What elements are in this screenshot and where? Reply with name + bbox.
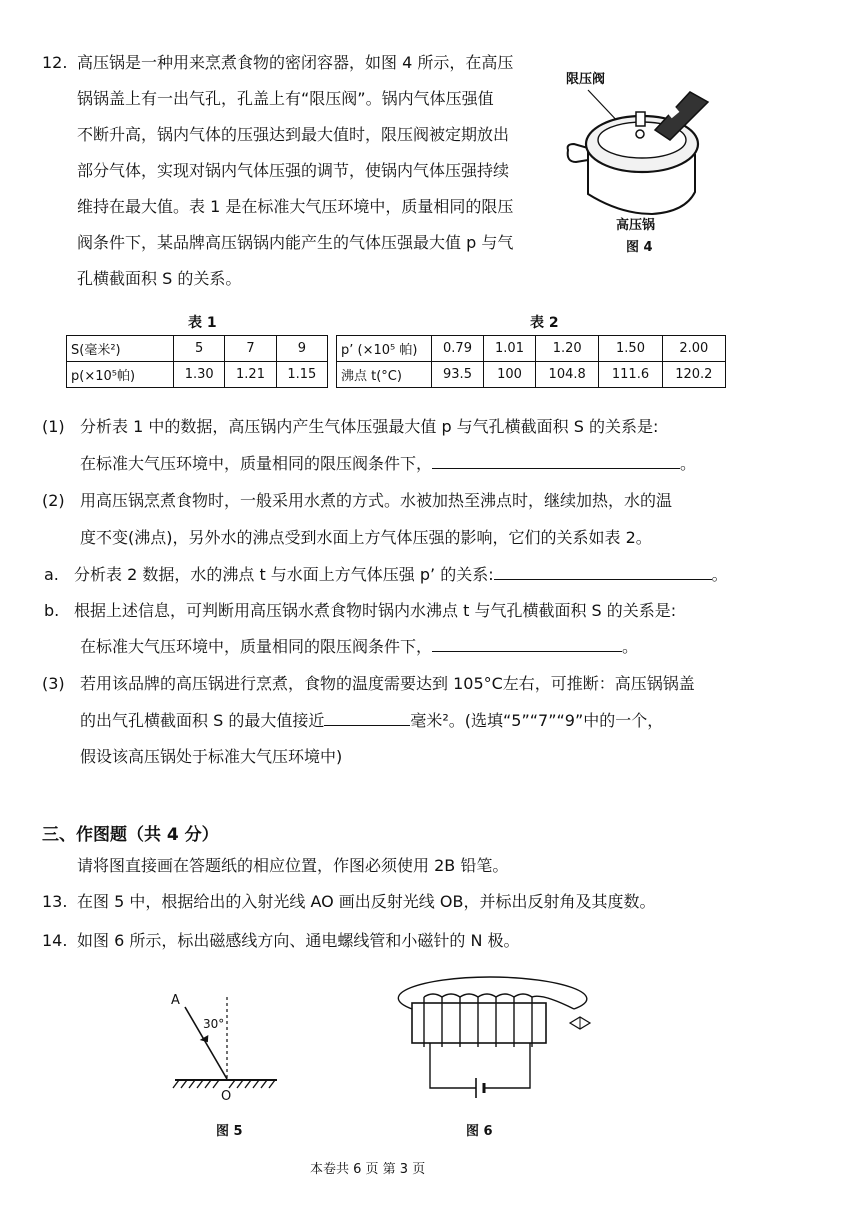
intro-line-1: 高压锅是一种用来烹煮食物的密闭容器，如图 4 所示，在高压 xyxy=(77,53,514,72)
sub-2-label: (2) xyxy=(42,491,65,510)
intro-line-2: 锅锅盖上有一出气孔，孔盖上有“限压阀”。锅内气体压强值 xyxy=(77,89,494,108)
table-row xyxy=(67,362,328,388)
table-cell: 120.2 xyxy=(662,362,725,388)
sub-2a-prompt: 分析表 2 数据，水的沸点 t 与水面上方气体压强 p’ 的关系: xyxy=(74,565,494,584)
question-13-text: 在图 5 中，根据给出的入射光线 AO 画出反射光线 OB，并标出反射角及其度数。 xyxy=(77,892,656,911)
sub-3-prompt: 的出气孔横截面积 S 的最大值接近 xyxy=(80,711,325,730)
sub-2a-end: 。 xyxy=(711,565,728,584)
table-row xyxy=(337,336,726,362)
sub-2b-end: 。 xyxy=(622,637,639,656)
table-cell: 93.5 xyxy=(432,362,484,388)
question-12-number: 12. xyxy=(42,53,68,72)
section-3-instruction: 请将图直接画在答题纸的相应位置，作图必须使用 2B 铅笔。 xyxy=(77,856,509,875)
sub-2b-line-1: 根据上述信息，可判断用高压锅水煮食物时锅内水沸点 t 与气孔横截面积 S 的关系是: xyxy=(74,601,677,620)
sub-2-line-1: 用高压锅烹煮食物时，一般采用水煮的方式。水被加热至沸点时，继续加热，水的温 xyxy=(80,491,673,510)
sub-2b-line-2 xyxy=(80,636,638,658)
section-3-title: 三、作图题（共 4 分） xyxy=(42,825,219,845)
intro-line-6: 阀条件下，某品牌高压锅锅内能产生的气体压强最大值 p 与气 xyxy=(77,233,514,252)
figure-4-caption: 图 4 xyxy=(626,240,653,255)
table-cell: 1.30 xyxy=(174,362,225,388)
figure-6-caption: 图 6 xyxy=(466,1124,493,1139)
sub-1-label: (1) xyxy=(42,417,65,436)
angle-label: 30° xyxy=(203,1017,225,1031)
table-cell: 7 xyxy=(225,336,276,362)
figure-6-solenoid-icon xyxy=(380,975,610,1105)
figure-5-caption: 图 5 xyxy=(216,1124,243,1139)
table-cell: p’ (×10⁵ 帕) xyxy=(337,336,432,362)
table-cell: 1.01 xyxy=(484,336,536,362)
point-o-label: O xyxy=(221,1089,232,1104)
question-14-text: 如图 6 所示，标出磁感线方向、通电螺线管和小磁针的 N 极。 xyxy=(77,931,520,950)
figure-5-reflection xyxy=(165,985,295,1110)
table-cell: 0.79 xyxy=(432,336,484,362)
answer-blank-2b[interactable] xyxy=(432,636,622,652)
table-cell: 5 xyxy=(174,336,225,362)
sub-3-line-3: 假设该高压锅处于标准大气压环境中) xyxy=(80,747,343,766)
figure-4-pressure-cooker xyxy=(560,62,710,262)
table-cell: 2.00 xyxy=(662,336,725,362)
intro-line-5: 维持在最大值。表 1 是在标准大气压环境中，质量相同的限压 xyxy=(77,197,514,216)
answer-blank-1[interactable] xyxy=(432,453,680,469)
table-cell: 104.8 xyxy=(536,362,599,388)
sub-1-prompt: 在标准大气压环境中，质量相同的限压阀条件下， xyxy=(80,454,433,473)
sub-1-line-2 xyxy=(80,453,696,475)
table-cell: 1.20 xyxy=(536,336,599,362)
intro-line-7: 孔横截面积 S 的关系。 xyxy=(77,269,242,288)
table-2-title: 表 2 xyxy=(530,315,559,331)
sub-2a-line xyxy=(74,564,728,586)
sub-2-line-2: 度不变(沸点)，另外水的沸点受到水面上方气体压强的影响，它们的关系如表 2。 xyxy=(80,528,652,547)
point-a-label: A xyxy=(171,993,180,1008)
answer-blank-2a[interactable] xyxy=(494,564,712,580)
answer-blank-3[interactable] xyxy=(324,710,410,726)
sub-1-end: 。 xyxy=(680,454,697,473)
table-2 xyxy=(336,335,726,388)
table-cell: p(×10⁵帕) xyxy=(67,362,174,388)
table-cell: 111.6 xyxy=(599,362,662,388)
table-cell: 1.21 xyxy=(225,362,276,388)
sub-1-line-1: 分析表 1 中的数据，高压锅内产生气体压强最大值 p 与气孔横截面积 S 的关系是: xyxy=(80,417,659,436)
sub-2b-prompt: 在标准大气压环境中，质量相同的限压阀条件下， xyxy=(80,637,433,656)
table-cell: S(毫米²) xyxy=(67,336,174,362)
intro-line-4: 部分气体，实现对锅内气体压强的调节，使锅内气体压强持续 xyxy=(77,161,510,180)
table-1-title: 表 1 xyxy=(188,315,217,331)
table-row xyxy=(337,362,726,388)
sub-3-line-2 xyxy=(80,710,663,732)
table-cell: 1.15 xyxy=(276,362,327,388)
sub-3-options: 毫米²。(选填“5”“7”“9”中的一个， xyxy=(410,711,664,730)
table-cell: 9 xyxy=(276,336,327,362)
intro-line-3: 不断升高，锅内气体的压强达到最大值时，限压阀被定期放出 xyxy=(77,125,510,144)
pressure-cooker-icon xyxy=(560,82,710,217)
table-row xyxy=(67,336,328,362)
sub-2a-label: a. xyxy=(44,565,59,584)
valve-label: 限压阀 xyxy=(566,72,606,87)
pot-label: 高压锅 xyxy=(616,218,656,233)
sub-3-line-1: 若用该品牌的高压锅进行烹煮，食物的温度需要达到 105°C左右，可推断：高压锅锅盖 xyxy=(80,674,695,693)
question-14-number: 14. xyxy=(42,931,68,950)
page-footer: 本卷共 6 页 第 3 页 xyxy=(310,1162,426,1177)
table-cell: 1.50 xyxy=(599,336,662,362)
table-1 xyxy=(66,335,328,388)
table-cell: 100 xyxy=(484,362,536,388)
sub-2b-label: b. xyxy=(44,601,60,620)
question-13-number: 13. xyxy=(42,892,68,911)
sub-3-label: (3) xyxy=(42,674,65,693)
table-cell: 沸点 t(°C) xyxy=(337,362,432,388)
